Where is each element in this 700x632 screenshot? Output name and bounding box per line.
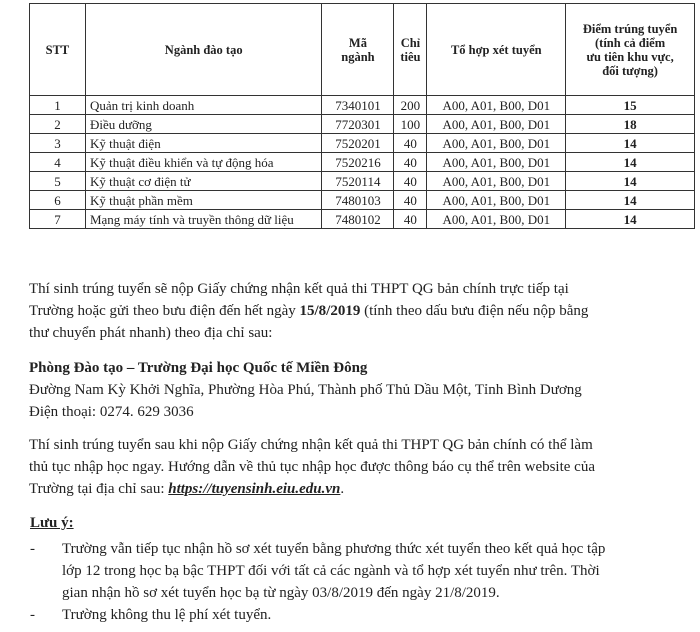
cell-quota: 200 [394,96,427,115]
admission-score-table [29,3,695,229]
header-quota-line1: Chỉ [400,35,421,50]
website-link[interactable]: https://tuyensinh.eiu.edu.vn [168,481,341,497]
note-1-line-2: lớp 12 trong học bạ bậc THPT đối với tất cả các ngành và tổ hợp xét tuyển như trên. Thời [62,563,600,579]
notes-heading: Lưu ý: [30,515,74,531]
table-row [30,96,695,115]
submission-line-1: Thí sinh trúng tuyển sẽ nộp Giấy chứng nhận kết quả thi THPT QG bản chính trực tiếp tại [29,281,569,297]
cell-score: 14 [566,134,695,153]
cell-stt: 4 [30,153,86,172]
note-item [30,538,690,604]
header-code [322,4,394,96]
cell-stt: 1 [30,96,86,115]
note-bullet: - [30,607,35,623]
cell-score: 14 [566,153,695,172]
cell-major: Kỹ thuật điện [85,134,322,153]
table-row [30,134,695,153]
cell-combo: A00, A01, B00, D01 [427,134,566,153]
cell-stt: 6 [30,191,86,210]
cell-code: 7480103 [322,191,394,210]
enrollment-line-3 [29,478,691,500]
submission-line-2a: Trường hoặc gửi theo bưu điện đến hết ngày [29,303,300,319]
enrollment-line-3b: . [340,481,345,497]
cell-major: Quản trị kinh doanh [85,96,322,115]
submission-line-2b: (tính theo dấu bưu điện nếu nộp bằng [360,303,589,319]
note-1-line-3: gian nhận hồ sơ xét tuyển học bạ từ ngày 03/8/2019 đến ngày 21/8/2019. [62,585,500,601]
cell-score: 14 [566,172,695,191]
cell-combo: A00, A01, B00, D01 [427,210,566,229]
header-score-line4: đối tượng) [602,63,658,78]
cell-quota: 40 [394,191,427,210]
cell-combo: A00, A01, B00, D01 [427,172,566,191]
cell-combo: A00, A01, B00, D01 [427,191,566,210]
cell-code: 7520216 [322,153,394,172]
table-row [30,115,695,134]
cell-quota: 40 [394,153,427,172]
cell-score: 18 [566,115,695,134]
cell-combo: A00, A01, B00, D01 [427,115,566,134]
cell-quota: 40 [394,134,427,153]
table-row [30,191,695,210]
note-item [30,604,690,626]
office-name: Phòng Đào tạo – Trường Đại học Quốc tế Miền Đông [29,360,368,376]
header-combo: Tổ hợp xét tuyển [427,4,566,96]
header-stt: STT [30,4,86,96]
note-text [62,538,690,604]
cell-code: 7520201 [322,134,394,153]
note-2-text: Trường không thu lệ phí xét tuyển. [62,607,272,623]
cell-score: 15 [566,96,695,115]
table-row [30,210,695,229]
submission-line-3: thư chuyển phát nhanh) theo địa chỉ sau: [29,325,273,341]
office-street: Đường Nam Kỳ Khởi Nghĩa, Phường Hòa Phú, Thành phố Thủ Dầu Một, Tỉnh Bình Dương [29,382,582,398]
note-bullet: - [30,541,35,557]
table-row [30,153,695,172]
enrollment-line-2: thủ tục nhập học ngay. Hướng dẫn về thủ tục nhập học được thông báo cụ thể trên website của [29,459,595,475]
enrollment-line-3a: Trường tại địa chỉ sau: [29,481,169,497]
header-score-line2: (tính cả điểm [595,35,666,50]
enrollment-paragraph [29,434,691,500]
office-phone: Điện thoại: 0274. 629 3036 [29,404,194,420]
cell-code: 7340101 [322,96,394,115]
cell-score: 14 [566,210,695,229]
cell-quota: 40 [394,210,427,229]
cell-combo: A00, A01, B00, D01 [427,96,566,115]
header-score-line3: ưu tiên khu vực, [586,49,674,64]
cell-stt: 2 [30,115,86,134]
note-1-line-1: Trường vẫn tiếp tục nhận hồ sơ xét tuyển bằng phương thức xét tuyển theo kết quả học tập [62,541,606,557]
cell-major: Kỹ thuật phần mềm [85,191,322,210]
cell-major: Kỹ thuật điều khiển và tự động hóa [85,153,322,172]
header-score-line1: Điểm trúng tuyển [582,21,678,36]
cell-code: 7480102 [322,210,394,229]
deadline-date: 15/8/2019 [299,303,361,319]
cell-major: Điều dưỡng [85,115,322,134]
enrollment-line-1: Thí sinh trúng tuyển sau khi nộp Giấy chứng nhận kết quả thi THPT QG bản chính có thể làm [29,437,593,453]
cell-stt: 5 [30,172,86,191]
address-block [29,357,691,423]
header-code-line1: Mã [348,35,367,50]
submission-line-2 [29,300,691,322]
header-major: Ngành đào tạo [85,4,322,96]
header-score [566,4,695,96]
header-quota [394,4,427,96]
table-header-row [30,4,695,96]
cell-stt: 3 [30,134,86,153]
table-row [30,172,695,191]
cell-quota: 40 [394,172,427,191]
cell-combo: A00, A01, B00, D01 [427,153,566,172]
cell-quota: 100 [394,115,427,134]
cell-major: Mạng máy tính và truyền thông dữ liệu [85,210,322,229]
cell-code: 7520114 [322,172,394,191]
submission-paragraph [29,278,691,344]
cell-major: Kỹ thuật cơ điện tử [85,172,322,191]
cell-code: 7720301 [322,115,394,134]
header-quota-line2: tiêu [400,49,421,64]
cell-stt: 7 [30,210,86,229]
cell-score: 14 [566,191,695,210]
header-code-line2: ngành [341,49,375,64]
